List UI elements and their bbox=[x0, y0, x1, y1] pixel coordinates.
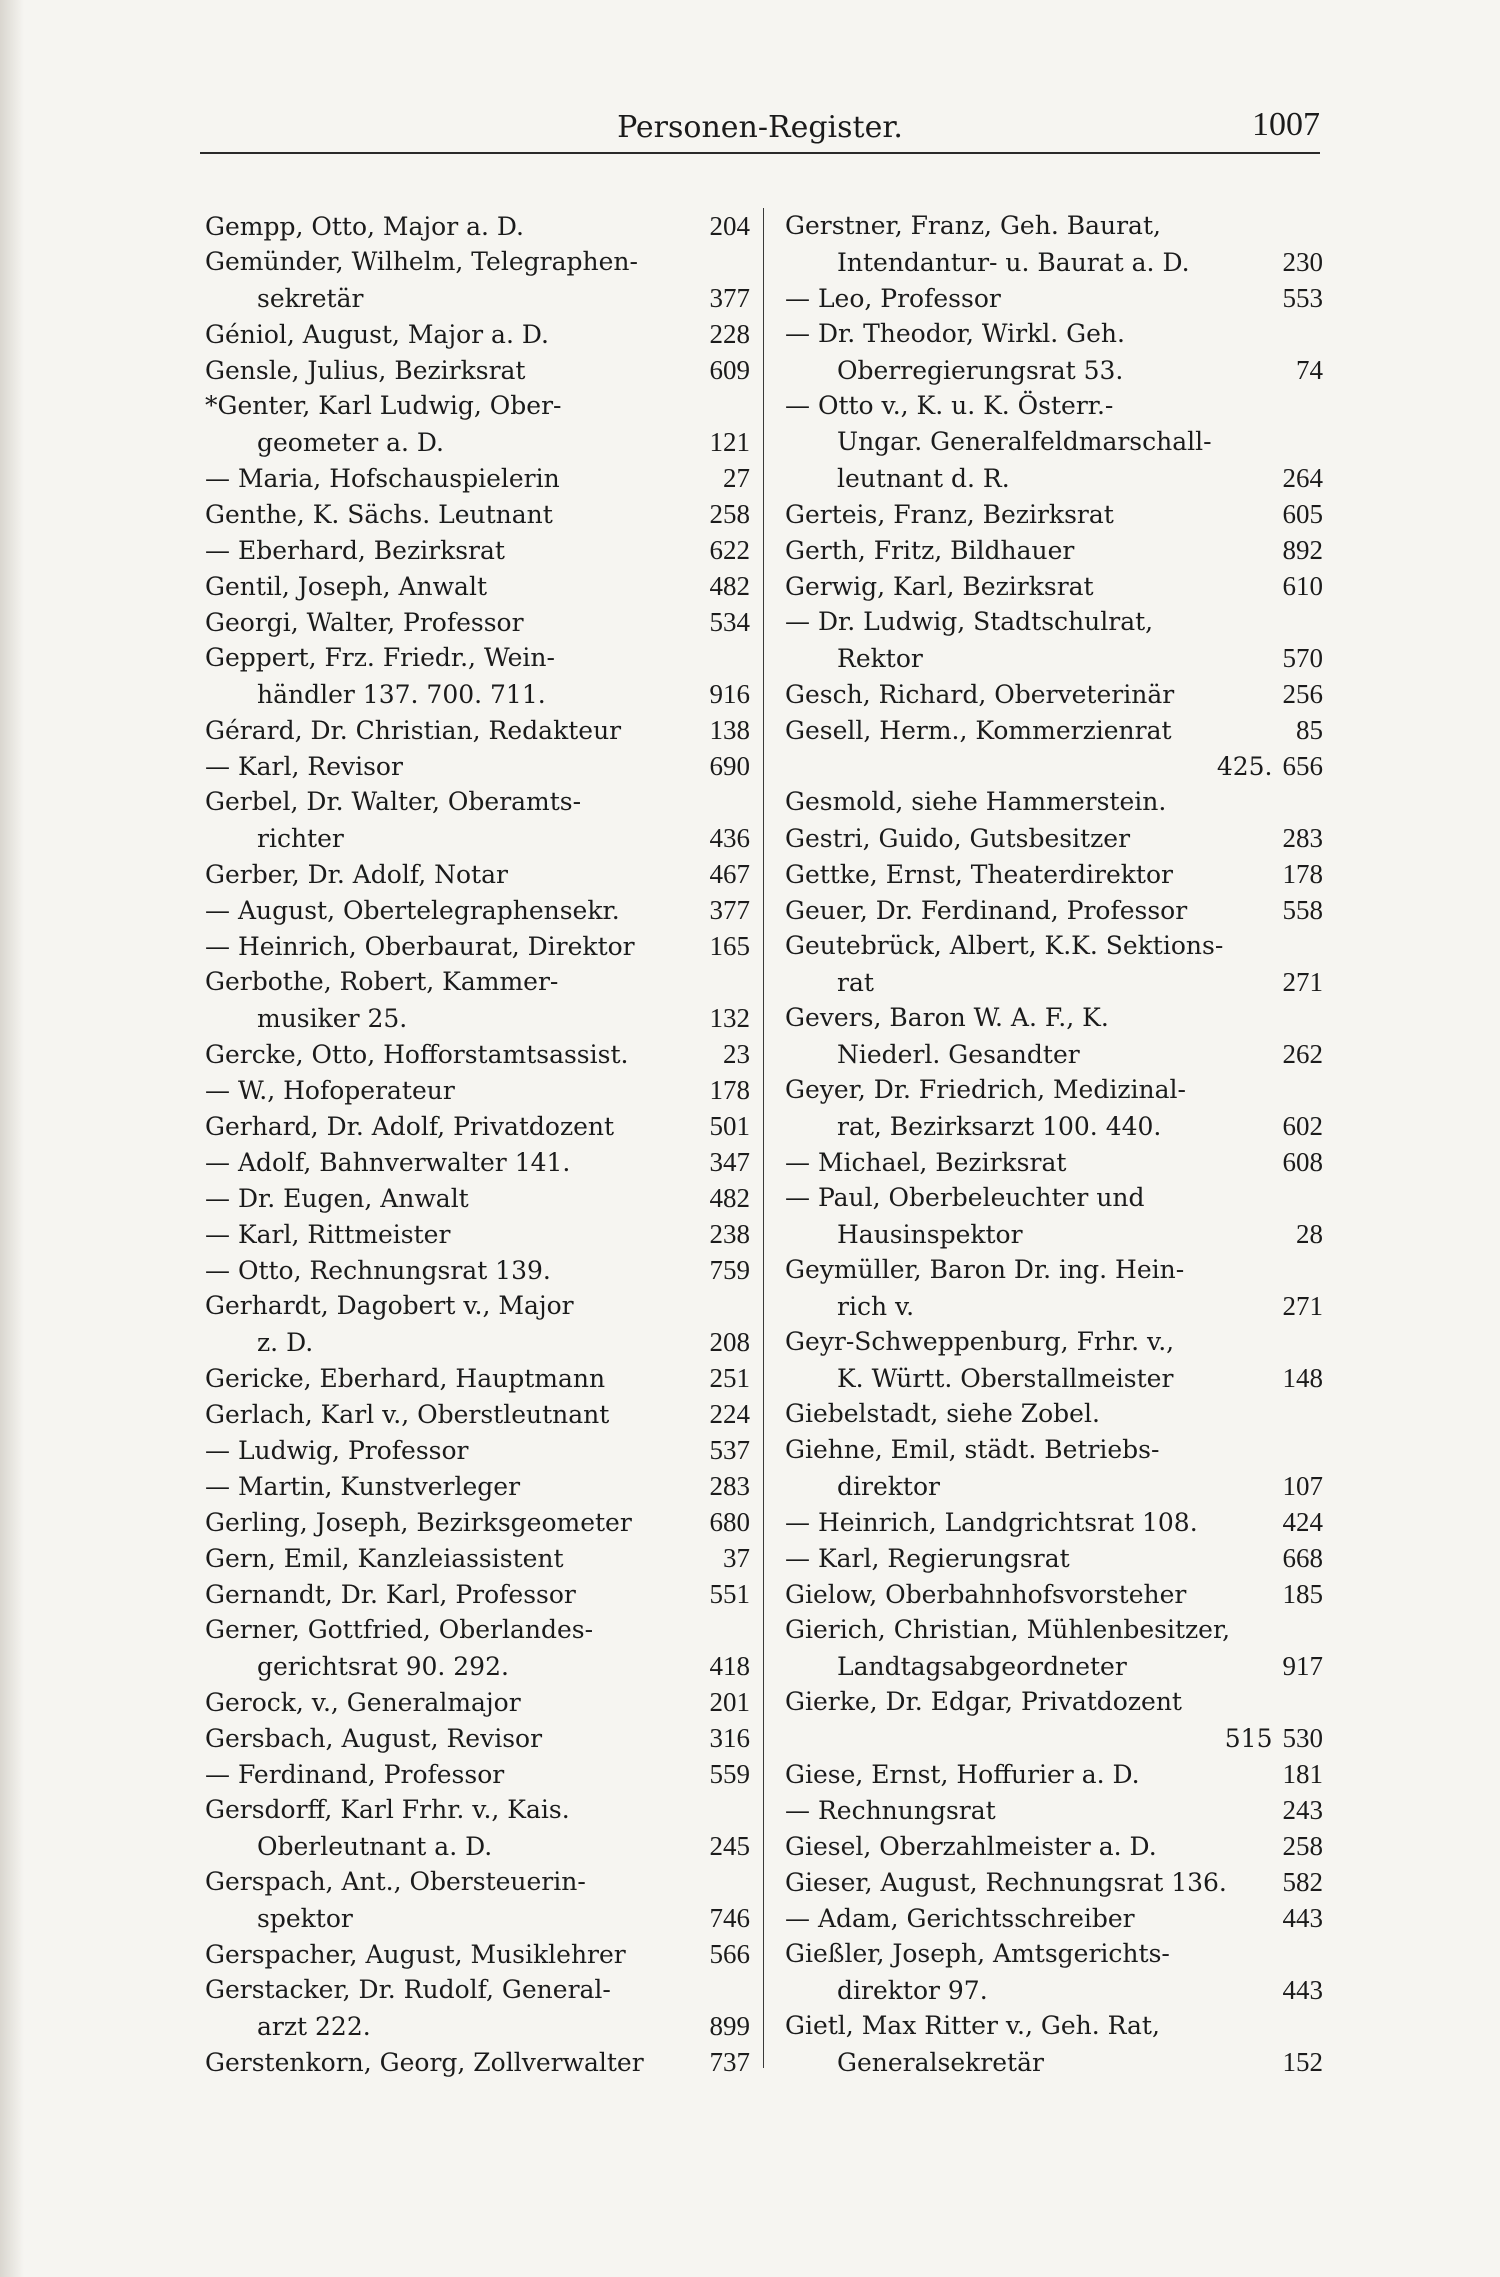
index-entry bbox=[205, 856, 750, 892]
entry-page-ref: 559 bbox=[709, 1759, 750, 1789]
entry-text: Geppert, Frz. Friedr., Wein- bbox=[205, 643, 555, 672]
entry-text: Gießler, Joseph, Amtsgerichts- bbox=[785, 1939, 1170, 1968]
index-entry bbox=[205, 1360, 750, 1396]
entry-page-ref: 690 bbox=[709, 751, 750, 781]
entry-text: — Heinrich, Landgrichtsrat 108. bbox=[785, 1508, 1198, 1537]
index-entry bbox=[205, 1432, 750, 1468]
entry-text: geometer a. D. bbox=[257, 428, 444, 457]
entry-page-ref: 27 bbox=[723, 463, 750, 493]
entry-text: Geyer, Dr. Friedrich, Medizinal- bbox=[785, 1075, 1186, 1104]
entry-page-ref: 37 bbox=[723, 1543, 750, 1573]
entry-text: Gevers, Baron W. A. F., K. bbox=[785, 1003, 1109, 1032]
entry-text: spektor bbox=[257, 1904, 353, 1933]
index-entry bbox=[205, 1072, 750, 1108]
index-entry bbox=[205, 208, 750, 244]
entry-text: Gern, Emil, Kanzleiassistent bbox=[205, 1544, 564, 1573]
entry-text: Geutebrück, Albert, K.K. Sektions- bbox=[785, 931, 1224, 960]
entry-text: Georgi, Walter, Professor bbox=[205, 608, 524, 637]
entry-page-ref: 467 bbox=[709, 859, 750, 889]
entry-page-ref: 656 bbox=[1282, 751, 1323, 781]
index-entry bbox=[785, 568, 1323, 604]
entry-text: Gerock, v., Generalmajor bbox=[205, 1688, 521, 1717]
index-entry bbox=[785, 964, 1323, 1000]
page-number: 1007 bbox=[1252, 106, 1320, 143]
index-entry bbox=[785, 1504, 1323, 1540]
entry-text: Giebelstadt, siehe Zobel. bbox=[785, 1399, 1100, 1428]
index-entry bbox=[205, 712, 750, 748]
entry-page-ref: 23 bbox=[723, 1039, 750, 1069]
index-entry bbox=[785, 280, 1323, 316]
entry-text: — Michael, Bezirksrat bbox=[785, 1148, 1067, 1177]
index-entry bbox=[205, 1180, 750, 1216]
entry-text: Gerteis, Franz, Bezirksrat bbox=[785, 500, 1114, 529]
entry-text: Gerstacker, Dr. Rudolf, General- bbox=[205, 1975, 611, 2004]
entry-page-ref: 916 bbox=[709, 679, 750, 709]
entry-text: Gempp, Otto, Major a. D. bbox=[205, 212, 525, 241]
index-entry bbox=[785, 640, 1323, 676]
entry-text: Generalsekretär bbox=[837, 2048, 1044, 2077]
entry-page-ref: 892 bbox=[1282, 535, 1323, 565]
entry-text: Niederl. Gesandter bbox=[837, 1040, 1080, 1069]
entry-text: — August, Obertelegraphensekr. bbox=[205, 896, 620, 925]
index-entry bbox=[205, 1612, 750, 1648]
index-entry bbox=[205, 280, 750, 316]
index-entry bbox=[205, 1288, 750, 1324]
entry-page-ref: 377 bbox=[709, 895, 750, 925]
entry-text: — Karl, Revisor bbox=[205, 752, 403, 781]
entry-text: — Heinrich, Oberbaurat, Direktor bbox=[205, 932, 635, 961]
entry-page-ref: 185 bbox=[1282, 1579, 1323, 1609]
entry-text: — Ferdinand, Professor bbox=[205, 1760, 505, 1789]
entry-page-ref: 610 bbox=[1282, 571, 1323, 601]
entry-text: — Dr. Ludwig, Stadtschulrat, bbox=[785, 607, 1154, 636]
index-entry bbox=[785, 1684, 1323, 1720]
entry-text: richter bbox=[257, 824, 344, 853]
index-entry bbox=[205, 532, 750, 568]
entry-text: Giehne, Emil, städt. Betriebs- bbox=[785, 1435, 1160, 1464]
entry-text: Oberregierungsrat 53. bbox=[837, 356, 1124, 385]
entry-page-ref: 178 bbox=[709, 1075, 750, 1105]
entry-text: — Paul, Oberbeleuchter und bbox=[785, 1183, 1145, 1212]
entry-page-ref: 443 bbox=[1282, 1975, 1323, 2005]
entry-text: rat, Bezirksarzt 100. 440. bbox=[837, 1112, 1162, 1141]
index-entry bbox=[205, 388, 750, 424]
entry-text: — Rechnungsrat bbox=[785, 1796, 996, 1825]
entry-page-ref: 608 bbox=[1282, 1147, 1323, 1177]
entry-text: K. Württ. Oberstallmeister bbox=[837, 1364, 1174, 1393]
index-entry bbox=[785, 1972, 1323, 2008]
entry-page-ref: 258 bbox=[709, 499, 750, 529]
index-entry bbox=[785, 208, 1323, 244]
entry-page-ref: 537 bbox=[709, 1435, 750, 1465]
index-entry bbox=[785, 1072, 1323, 1108]
index-entry bbox=[205, 1684, 750, 1720]
entry-text: direktor 97. bbox=[837, 1976, 988, 2005]
index-entry bbox=[205, 1144, 750, 1180]
entry-page-ref: 132 bbox=[709, 1003, 750, 1033]
entry-text: leutnant d. R. bbox=[837, 464, 1010, 493]
entry-page-ref: 737 bbox=[709, 2047, 750, 2077]
entry-text: Gierke, Dr. Edgar, Privatdozent bbox=[785, 1687, 1182, 1716]
index-entry bbox=[205, 316, 750, 352]
index-entry bbox=[785, 2008, 1323, 2044]
entry-text: direktor bbox=[837, 1472, 940, 1501]
entry-page-ref: 264 bbox=[1282, 463, 1323, 493]
entry-text: — Adam, Gerichtsschreiber bbox=[785, 1904, 1135, 1933]
entry-text: — Martin, Kunstverleger bbox=[205, 1472, 521, 1501]
entry-page-ref: 622 bbox=[709, 535, 750, 565]
entry-page-ref: 582 bbox=[1282, 1867, 1323, 1897]
entry-text: Gérard, Dr. Christian, Redakteur bbox=[205, 716, 622, 745]
index-entry bbox=[205, 1720, 750, 1756]
entry-page-ref: 121 bbox=[709, 427, 750, 457]
entry-page-ref: 208 bbox=[709, 1327, 750, 1357]
entry-page-ref: 602 bbox=[1282, 1111, 1323, 1141]
entry-page-ref: 553 bbox=[1282, 283, 1323, 313]
index-entry bbox=[785, 1252, 1323, 1288]
entry-page-ref: 251 bbox=[709, 1363, 750, 1393]
entry-page-ref: 424 bbox=[1282, 1507, 1323, 1537]
entry-page-ref: 377 bbox=[709, 283, 750, 313]
entry-text: Gerwig, Karl, Bezirksrat bbox=[785, 572, 1094, 601]
entry-text: *Genter, Karl Ludwig, Ober- bbox=[205, 391, 562, 420]
entry-text: Gietl, Max Ritter v., Geh. Rat, bbox=[785, 2011, 1160, 2040]
entry-text: Gesch, Richard, Oberveterinär bbox=[785, 680, 1175, 709]
entry-text: Gerling, Joseph, Bezirksgeometer bbox=[205, 1508, 632, 1537]
entry-page-ref: 570 bbox=[1282, 643, 1323, 673]
index-entry bbox=[785, 748, 1323, 784]
index-entry bbox=[205, 784, 750, 820]
entry-page-ref: 224 bbox=[709, 1399, 750, 1429]
entry-text: Gierich, Christian, Mühlenbesitzer, bbox=[785, 1615, 1231, 1644]
entry-page-ref: 566 bbox=[709, 1939, 750, 1969]
entry-text: — Dr. Eugen, Anwalt bbox=[205, 1184, 469, 1213]
entry-page-ref: 230 bbox=[1282, 247, 1323, 277]
index-entry bbox=[205, 460, 750, 496]
entry-page-ref: 107 bbox=[1282, 1471, 1323, 1501]
index-entry bbox=[785, 1576, 1323, 1612]
entry-text: Gerber, Dr. Adolf, Notar bbox=[205, 860, 508, 889]
entry-page-ref: 347 bbox=[709, 1147, 750, 1177]
entry-text: — W., Hofoperateur bbox=[205, 1076, 455, 1105]
index-entry bbox=[205, 1396, 750, 1432]
index-entry bbox=[785, 424, 1323, 460]
index-entry bbox=[785, 892, 1323, 928]
entry-text: Ungar. Generalfeldmarschall- bbox=[837, 427, 1212, 456]
entry-text: Gernandt, Dr. Karl, Professor bbox=[205, 1580, 576, 1609]
index-entry bbox=[205, 1540, 750, 1576]
entry-page-ref: 668 bbox=[1282, 1543, 1323, 1573]
entry-text: Gerner, Gottfried, Oberlandes- bbox=[205, 1615, 594, 1644]
index-entry bbox=[785, 1396, 1323, 1432]
entry-text: — Karl, Regierungsrat bbox=[785, 1544, 1070, 1573]
entry-page-ref: 551 bbox=[709, 1579, 750, 1609]
entry-text: Hausinspektor bbox=[837, 1220, 1023, 1249]
index-entry bbox=[785, 460, 1323, 496]
index-entry bbox=[785, 856, 1323, 892]
entry-page-ref: 436 bbox=[709, 823, 750, 853]
entry-text: Gerth, Fritz, Bildhauer bbox=[785, 536, 1075, 565]
entry-page-ref: 228 bbox=[709, 319, 750, 349]
index-entry bbox=[205, 604, 750, 640]
index-entry bbox=[205, 1792, 750, 1828]
entry-text: — Karl, Rittmeister bbox=[205, 1220, 451, 1249]
entry-page-ref: 271 bbox=[1282, 967, 1323, 997]
index-entry bbox=[205, 1576, 750, 1612]
index-entry bbox=[785, 532, 1323, 568]
entry-text: Gieser, August, Rechnungsrat 136. bbox=[785, 1868, 1227, 1897]
index-entry bbox=[205, 1900, 750, 1936]
entry-page-ref: 680 bbox=[709, 1507, 750, 1537]
entry-text: rat bbox=[837, 968, 874, 997]
index-entry bbox=[785, 1540, 1323, 1576]
index-entry bbox=[785, 316, 1323, 352]
index-entry bbox=[785, 1432, 1323, 1468]
index-entry bbox=[785, 712, 1323, 748]
page-header bbox=[200, 108, 1320, 154]
index-entry bbox=[205, 568, 750, 604]
index-entry bbox=[785, 1180, 1323, 1216]
entry-text: — Otto v., K. u. K. Österr.- bbox=[785, 391, 1114, 420]
page-edge-shadow bbox=[0, 0, 24, 2277]
index-entry bbox=[785, 1324, 1323, 1360]
entry-text: Giese, Ernst, Hoffurier a. D. bbox=[785, 1760, 1140, 1789]
index-entry bbox=[785, 1288, 1323, 1324]
entry-text: Gielow, Oberbahnhofsvorsteher bbox=[785, 1580, 1187, 1609]
entry-text: Geuer, Dr. Ferdinand, Professor bbox=[785, 896, 1188, 925]
entry-page-ref: 283 bbox=[709, 1471, 750, 1501]
index-entry bbox=[205, 1756, 750, 1792]
entry-page-ref: 501 bbox=[709, 1111, 750, 1141]
index-entry bbox=[205, 820, 750, 856]
entry-text: Gerbothe, Robert, Kammer- bbox=[205, 967, 559, 996]
entry-page-ref: 271 bbox=[1282, 1291, 1323, 1321]
index-entry bbox=[785, 1648, 1323, 1684]
index-column-left bbox=[205, 208, 750, 2080]
index-entry bbox=[205, 496, 750, 532]
entry-page-ref: 899 bbox=[709, 2011, 750, 2041]
index-entry bbox=[785, 244, 1323, 280]
entry-text: Gersbach, August, Revisor bbox=[205, 1724, 543, 1753]
entry-text: — Dr. Theodor, Wirkl. Geh. bbox=[785, 319, 1125, 348]
entry-page-ref: 283 bbox=[1282, 823, 1323, 853]
index-entry bbox=[785, 1756, 1323, 1792]
entry-page-ref: 181 bbox=[1282, 1759, 1323, 1789]
entry-page-ref: 243 bbox=[1282, 1795, 1323, 1825]
entry-page-ref: 204 bbox=[709, 211, 750, 241]
entry-page-ref: 245 bbox=[709, 1831, 750, 1861]
index-entry bbox=[785, 1936, 1323, 1972]
entry-text: Gersdorff, Karl Frhr. v., Kais. bbox=[205, 1795, 570, 1824]
index-entry bbox=[785, 1468, 1323, 1504]
entry-page-ref: 558 bbox=[1282, 895, 1323, 925]
entry-text: — Leo, Professor bbox=[785, 284, 1001, 313]
index-entry bbox=[785, 820, 1323, 856]
entry-text: Gestri, Guido, Gutsbesitzer bbox=[785, 824, 1131, 853]
index-entry bbox=[205, 1648, 750, 1684]
index-entry bbox=[785, 928, 1323, 964]
index-entry bbox=[205, 748, 750, 784]
entry-page-ref: 418 bbox=[709, 1651, 750, 1681]
index-entry bbox=[205, 1252, 750, 1288]
entry-page-ref: 262 bbox=[1282, 1039, 1323, 1069]
index-entry bbox=[785, 784, 1323, 820]
entry-text: Oberleutnant a. D. bbox=[257, 1832, 493, 1861]
index-entry bbox=[785, 1360, 1323, 1396]
entry-text: — Ludwig, Professor bbox=[205, 1436, 469, 1465]
index-entry bbox=[205, 1000, 750, 1036]
index-entry bbox=[205, 1972, 750, 2008]
entry-page-ref: 165 bbox=[709, 931, 750, 961]
index-entry bbox=[785, 496, 1323, 532]
entry-page-ref: 258 bbox=[1282, 1831, 1323, 1861]
entry-page-ref: 201 bbox=[709, 1687, 750, 1717]
index-entry bbox=[785, 1036, 1323, 1072]
index-entry bbox=[785, 1000, 1323, 1036]
index-entry bbox=[785, 604, 1323, 640]
entry-text: rich v. bbox=[837, 1292, 915, 1321]
entry-page-ref: 746 bbox=[709, 1903, 750, 1933]
entry-text: Gerstenkorn, Georg, Zollverwalter bbox=[205, 2048, 644, 2077]
entry-text: Gerhardt, Dagobert v., Major bbox=[205, 1291, 574, 1320]
index-entry bbox=[205, 2044, 750, 2080]
index-entry bbox=[205, 1036, 750, 1072]
entry-text: Gensle, Julius, Bezirksrat bbox=[205, 356, 526, 385]
entry-page-ref: 759 bbox=[709, 1255, 750, 1285]
entry-text: Gesell, Herm., Kommerzienrat bbox=[785, 716, 1172, 745]
entry-text: musiker 25. bbox=[257, 1004, 408, 1033]
entry-page-ref: 917 bbox=[1282, 1651, 1323, 1681]
entry-text: z. D. bbox=[257, 1328, 314, 1357]
entry-page-ref: 534 bbox=[709, 607, 750, 637]
index-entry bbox=[785, 1864, 1323, 1900]
index-entry bbox=[205, 964, 750, 1000]
entry-text: — Maria, Hofschauspielerin bbox=[205, 464, 560, 493]
entry-text: Gemünder, Wilhelm, Telegraphen- bbox=[205, 247, 638, 276]
entry-text: Gercke, Otto, Hofforstamtsassist. bbox=[205, 1040, 629, 1069]
entry-page-ref: 256 bbox=[1282, 679, 1323, 709]
entry-page-ref: 85 bbox=[1296, 715, 1323, 745]
entry-text: Gerhard, Dr. Adolf, Privatdozent bbox=[205, 1112, 615, 1141]
entry-text: 515 bbox=[1224, 1724, 1273, 1753]
index-entry bbox=[205, 640, 750, 676]
index-entry bbox=[785, 1828, 1323, 1864]
index-column-right bbox=[785, 208, 1323, 2080]
entry-text: sekretär bbox=[257, 284, 364, 313]
index-entry bbox=[785, 1216, 1323, 1252]
entry-text: Intendantur- u. Baurat a. D. bbox=[837, 248, 1190, 277]
index-entry bbox=[785, 676, 1323, 712]
entry-text: Gerspach, Ant., Obersteuerin- bbox=[205, 1867, 586, 1896]
entry-text: Gericke, Eberhard, Hauptmann bbox=[205, 1364, 606, 1393]
entry-page-ref: 152 bbox=[1282, 2047, 1323, 2077]
entry-text: Géniol, August, Major a. D. bbox=[205, 320, 549, 349]
page-title: Personen-Register. bbox=[617, 110, 903, 145]
entry-text: arzt 222. bbox=[257, 2012, 371, 2041]
index-entry bbox=[205, 1324, 750, 1360]
index-entry bbox=[205, 892, 750, 928]
entry-text: Rektor bbox=[837, 644, 923, 673]
entry-text: Geymüller, Baron Dr. ing. Hein- bbox=[785, 1255, 1185, 1284]
entry-page-ref: 138 bbox=[709, 715, 750, 745]
index-entry bbox=[785, 1900, 1323, 1936]
entry-text: Giesel, Oberzahlmeister a. D. bbox=[785, 1832, 1157, 1861]
column-divider bbox=[763, 208, 764, 2068]
entry-page-ref: 238 bbox=[709, 1219, 750, 1249]
index-entry bbox=[785, 1612, 1323, 1648]
entry-text: Gesmold, siehe Hammerstein. bbox=[785, 787, 1167, 816]
index-entry bbox=[205, 1864, 750, 1900]
entry-page-ref: 74 bbox=[1296, 355, 1323, 385]
index-entry bbox=[205, 1504, 750, 1540]
index-entry bbox=[785, 2044, 1323, 2080]
entry-text: — Eberhard, Bezirksrat bbox=[205, 536, 505, 565]
entry-page-ref: 443 bbox=[1282, 1903, 1323, 1933]
index-entry bbox=[205, 2008, 750, 2044]
index-entry bbox=[205, 676, 750, 712]
entry-text: Gentil, Joseph, Anwalt bbox=[205, 572, 487, 601]
entry-text: — Otto, Rechnungsrat 139. bbox=[205, 1256, 551, 1285]
entry-text: Genthe, K. Sächs. Leutnant bbox=[205, 500, 553, 529]
entry-page-ref: 316 bbox=[709, 1723, 750, 1753]
index-entry bbox=[785, 388, 1323, 424]
entry-page-ref: 482 bbox=[709, 1183, 750, 1213]
index-entry bbox=[205, 1936, 750, 1972]
entry-text: Gettke, Ernst, Theaterdirektor bbox=[785, 860, 1173, 889]
entry-text: Gerbel, Dr. Walter, Oberamts- bbox=[205, 787, 582, 816]
entry-text: gerichtsrat 90. 292. bbox=[257, 1652, 509, 1681]
index-entry bbox=[785, 1144, 1323, 1180]
entry-page-ref: 530 bbox=[1282, 1723, 1323, 1753]
entry-text: händler 137. 700. 711. bbox=[257, 680, 546, 709]
entry-page-ref: 178 bbox=[1282, 859, 1323, 889]
index-entry bbox=[205, 1468, 750, 1504]
entry-text: Landtagsabgeordneter bbox=[837, 1652, 1127, 1681]
index-entry bbox=[205, 424, 750, 460]
index-entry bbox=[205, 1216, 750, 1252]
entry-page-ref: 609 bbox=[709, 355, 750, 385]
index-entry bbox=[785, 1108, 1323, 1144]
index-entry bbox=[785, 352, 1323, 388]
entry-page-ref: 28 bbox=[1296, 1219, 1323, 1249]
entry-text: 425. bbox=[1216, 752, 1273, 781]
entry-text: — Adolf, Bahnverwalter 141. bbox=[205, 1148, 571, 1177]
entry-text: Geyr-Schweppenburg, Frhr. v., bbox=[785, 1327, 1175, 1356]
entry-page-ref: 482 bbox=[709, 571, 750, 601]
index-entry bbox=[205, 1108, 750, 1144]
entry-page-ref: 148 bbox=[1282, 1363, 1323, 1393]
index-entry bbox=[205, 244, 750, 280]
entry-text: Gerlach, Karl v., Oberstleutnant bbox=[205, 1400, 610, 1429]
entry-page-ref: 605 bbox=[1282, 499, 1323, 529]
index-entry bbox=[205, 352, 750, 388]
entry-text: Gerspacher, August, Musiklehrer bbox=[205, 1940, 626, 1969]
index-entry bbox=[785, 1720, 1323, 1756]
index-entry bbox=[205, 1828, 750, 1864]
index-entry bbox=[205, 928, 750, 964]
entry-text: Gerstner, Franz, Geh. Baurat, bbox=[785, 211, 1161, 240]
index-entry bbox=[785, 1792, 1323, 1828]
